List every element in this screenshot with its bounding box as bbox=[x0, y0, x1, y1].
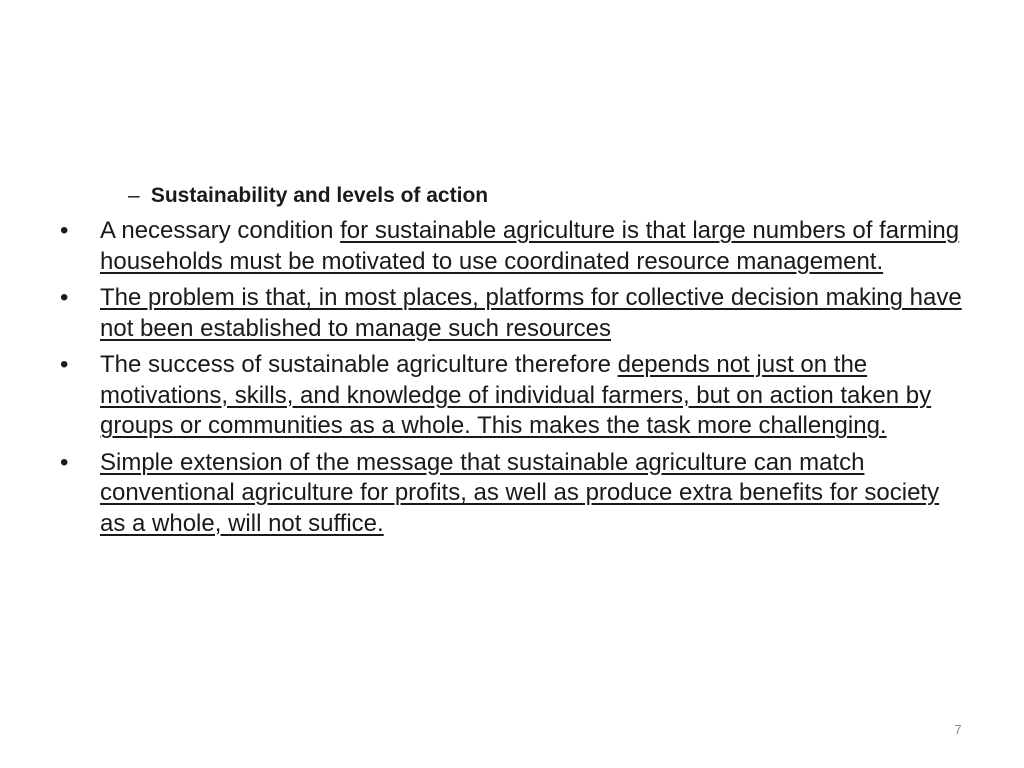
bullet-item bbox=[60, 216, 970, 277]
bullet-marker: • bbox=[60, 284, 69, 311]
bullet-plain-text: A necessary condition bbox=[100, 217, 341, 244]
dash-marker: – bbox=[128, 184, 140, 207]
bullet-marker: • bbox=[60, 448, 69, 476]
bullet-item bbox=[60, 283, 970, 344]
bullet-item bbox=[60, 448, 970, 540]
page-number: 7 bbox=[954, 722, 962, 737]
bullet-item bbox=[60, 350, 970, 442]
bullet-list bbox=[60, 216, 970, 545]
bullet-marker: • bbox=[60, 351, 69, 378]
bullet-underlined-text: depends not just on the motivations, skills, and knowledge of individual farmers, but on action taken by groups or communities as a whole. This makes the task more challenging. bbox=[100, 351, 932, 439]
subheading bbox=[128, 182, 488, 210]
bullet-plain-text: The success of sustainable agriculture therefore bbox=[100, 351, 618, 378]
bullet-marker: • bbox=[60, 217, 69, 244]
subheading-text: Sustainability and levels of action bbox=[150, 184, 489, 207]
bullet-underlined-text: The problem is that, in most places, platforms for collective decision making have not been established to manage such resources bbox=[100, 284, 962, 342]
bullet-underlined-text: Simple extension of the message that sustainable agriculture can match conventional agriculture for profits, as well as produce extra benefits for society as a whole, will not suffice. bbox=[100, 448, 940, 537]
bullet-underlined-text: for sustainable agriculture is that large numbers of farming households must be motivated to use coordinated resource management. bbox=[100, 217, 960, 275]
